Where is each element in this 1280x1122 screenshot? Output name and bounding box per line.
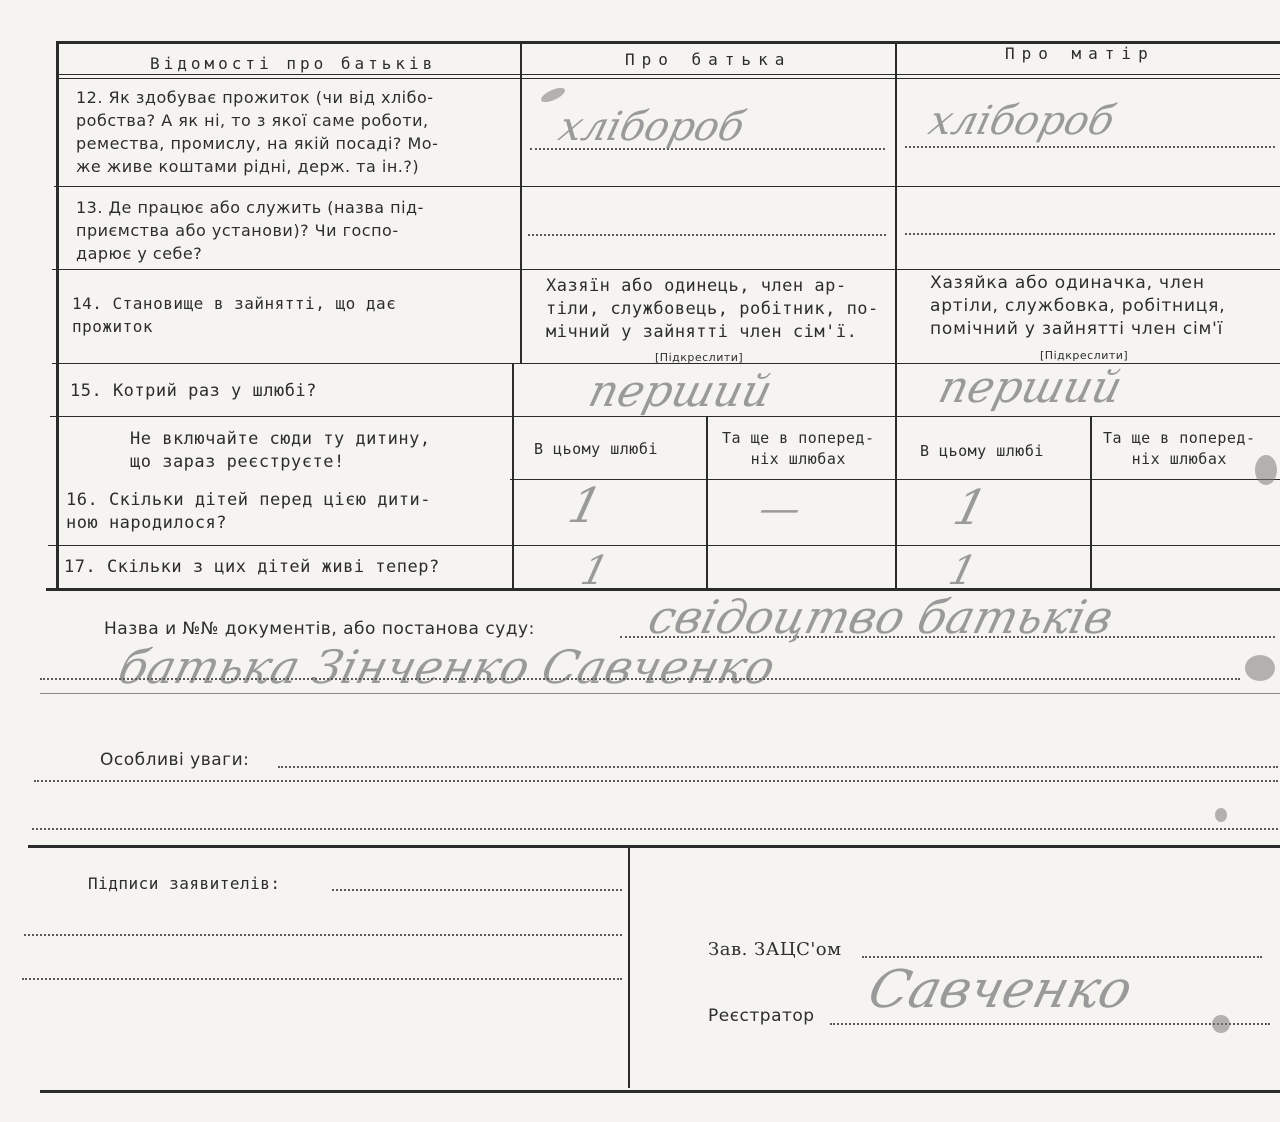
table-left-border (56, 41, 59, 589)
handwritten-mother-livelihood: хлібороб (924, 98, 1120, 144)
registrar-line (830, 1023, 1270, 1025)
handwritten-documents-line1: свідоцтво батьків (643, 590, 1119, 644)
header-parents-info: Відомості про батьків (150, 54, 437, 73)
row-divider (48, 545, 1280, 546)
ink-blot (1215, 808, 1227, 822)
subheader-previous-marriages-father: Та ще в поперед- ніх шлюбах (722, 429, 875, 468)
remarks-line (278, 766, 1278, 768)
answer-line (528, 234, 886, 236)
ink-blot (539, 85, 567, 105)
ink-blot (1255, 455, 1277, 485)
column-divider (895, 41, 897, 589)
question-16: 16. Скільки дітей перед цією дити- ною народилося? (66, 490, 431, 533)
row-divider (52, 269, 1280, 270)
warning-exclude-child: Не включайте сюди ту дитину, що зараз реєструєте! (130, 429, 431, 472)
subcolumn-divider (1090, 416, 1092, 589)
bottom-border (40, 1090, 1280, 1093)
ink-blot (1245, 655, 1275, 681)
faint-rule (40, 693, 1280, 694)
remarks-label: Особливі уваги: (100, 750, 250, 770)
question-17: 17. Скільки з цих дітей живі тепер? (64, 557, 440, 577)
handwritten-alive-mother: 1 (944, 548, 982, 594)
underline-note-father: [Підкреслити] (655, 351, 744, 364)
column-divider (512, 363, 514, 589)
question-14: 14. Становище в зайнятті, що дає прожиток (72, 294, 397, 336)
signature-line (22, 978, 622, 980)
handwritten-registrar-signature: Савченко (862, 960, 1139, 1020)
underline-note-mother: [Підкреслити] (1040, 349, 1129, 362)
mother-employment-options: Хазяйка або одиначка, член артіли, службовка, робітниця, помічний у зайнятті член сім'ї (930, 273, 1226, 339)
remarks-line (32, 828, 1278, 830)
documents-label: Назва и №№ документів, або постанова суду: (104, 619, 535, 639)
question-13: 13. Де працює або служить (назва під- приємства або установи)? Чи госпо- дарює у себе? (76, 198, 424, 263)
registry-head-line (862, 956, 1262, 958)
handwritten-father-children-this: 1 (563, 478, 608, 534)
header-divider-double (56, 78, 1280, 79)
handwritten-mother-children-this: 1 (948, 480, 993, 536)
subheader-this-marriage-mother: В цьому шлюбі (920, 442, 1044, 460)
column-divider (520, 41, 522, 363)
applicant-signatures-label: Підписи заявителів: (88, 874, 281, 893)
signature-line (24, 934, 622, 936)
registry-head-label: Зав. ЗАЦС'ом (708, 939, 842, 960)
handwritten-father-marriage: перший (583, 366, 778, 417)
handwritten-father-children-prev: — (754, 486, 806, 532)
header-about-mother: Про матір (1005, 44, 1155, 63)
ink-blot (1212, 1015, 1230, 1033)
subcolumn-divider (706, 416, 708, 589)
father-employment-options: Хазяїн або одинець, член ар- тіли, службовець, робітник, по- мічний у зайнятті член сім'ї. (546, 276, 879, 342)
section-divider (28, 845, 1280, 848)
handwritten-documents-line2: батька Зінченко Савченко (113, 640, 781, 694)
header-about-father: Про батька (625, 50, 792, 69)
subheader-this-marriage-father: В цьому шлюбі (534, 440, 658, 458)
question-12: 12. Як здобуває прожиток (чи від хлібо- робства? А як ні, то з якої саме роботи, ремества, промислу, на якій посаді? Мо- же живе коштами рідні, держ. та ін.?) (76, 88, 439, 176)
handwritten-father-livelihood: хлібороб (554, 104, 750, 150)
subheader-previous-marriages-mother: Та ще в поперед- ніх шлюбах (1103, 429, 1256, 468)
documents-line (40, 678, 1240, 680)
answer-line (905, 146, 1275, 148)
registrar-label: Реєстратор (708, 1006, 815, 1026)
row-divider (54, 186, 1280, 187)
signature-column-divider (628, 848, 630, 1088)
answer-line (905, 233, 1275, 235)
remarks-line (34, 780, 1278, 782)
handwritten-mother-marriage: перший (933, 362, 1128, 413)
handwritten-alive-father: 1 (576, 548, 614, 594)
signature-line (332, 889, 622, 891)
question-15: 15. Котрий раз у шлюбі? (70, 381, 317, 401)
